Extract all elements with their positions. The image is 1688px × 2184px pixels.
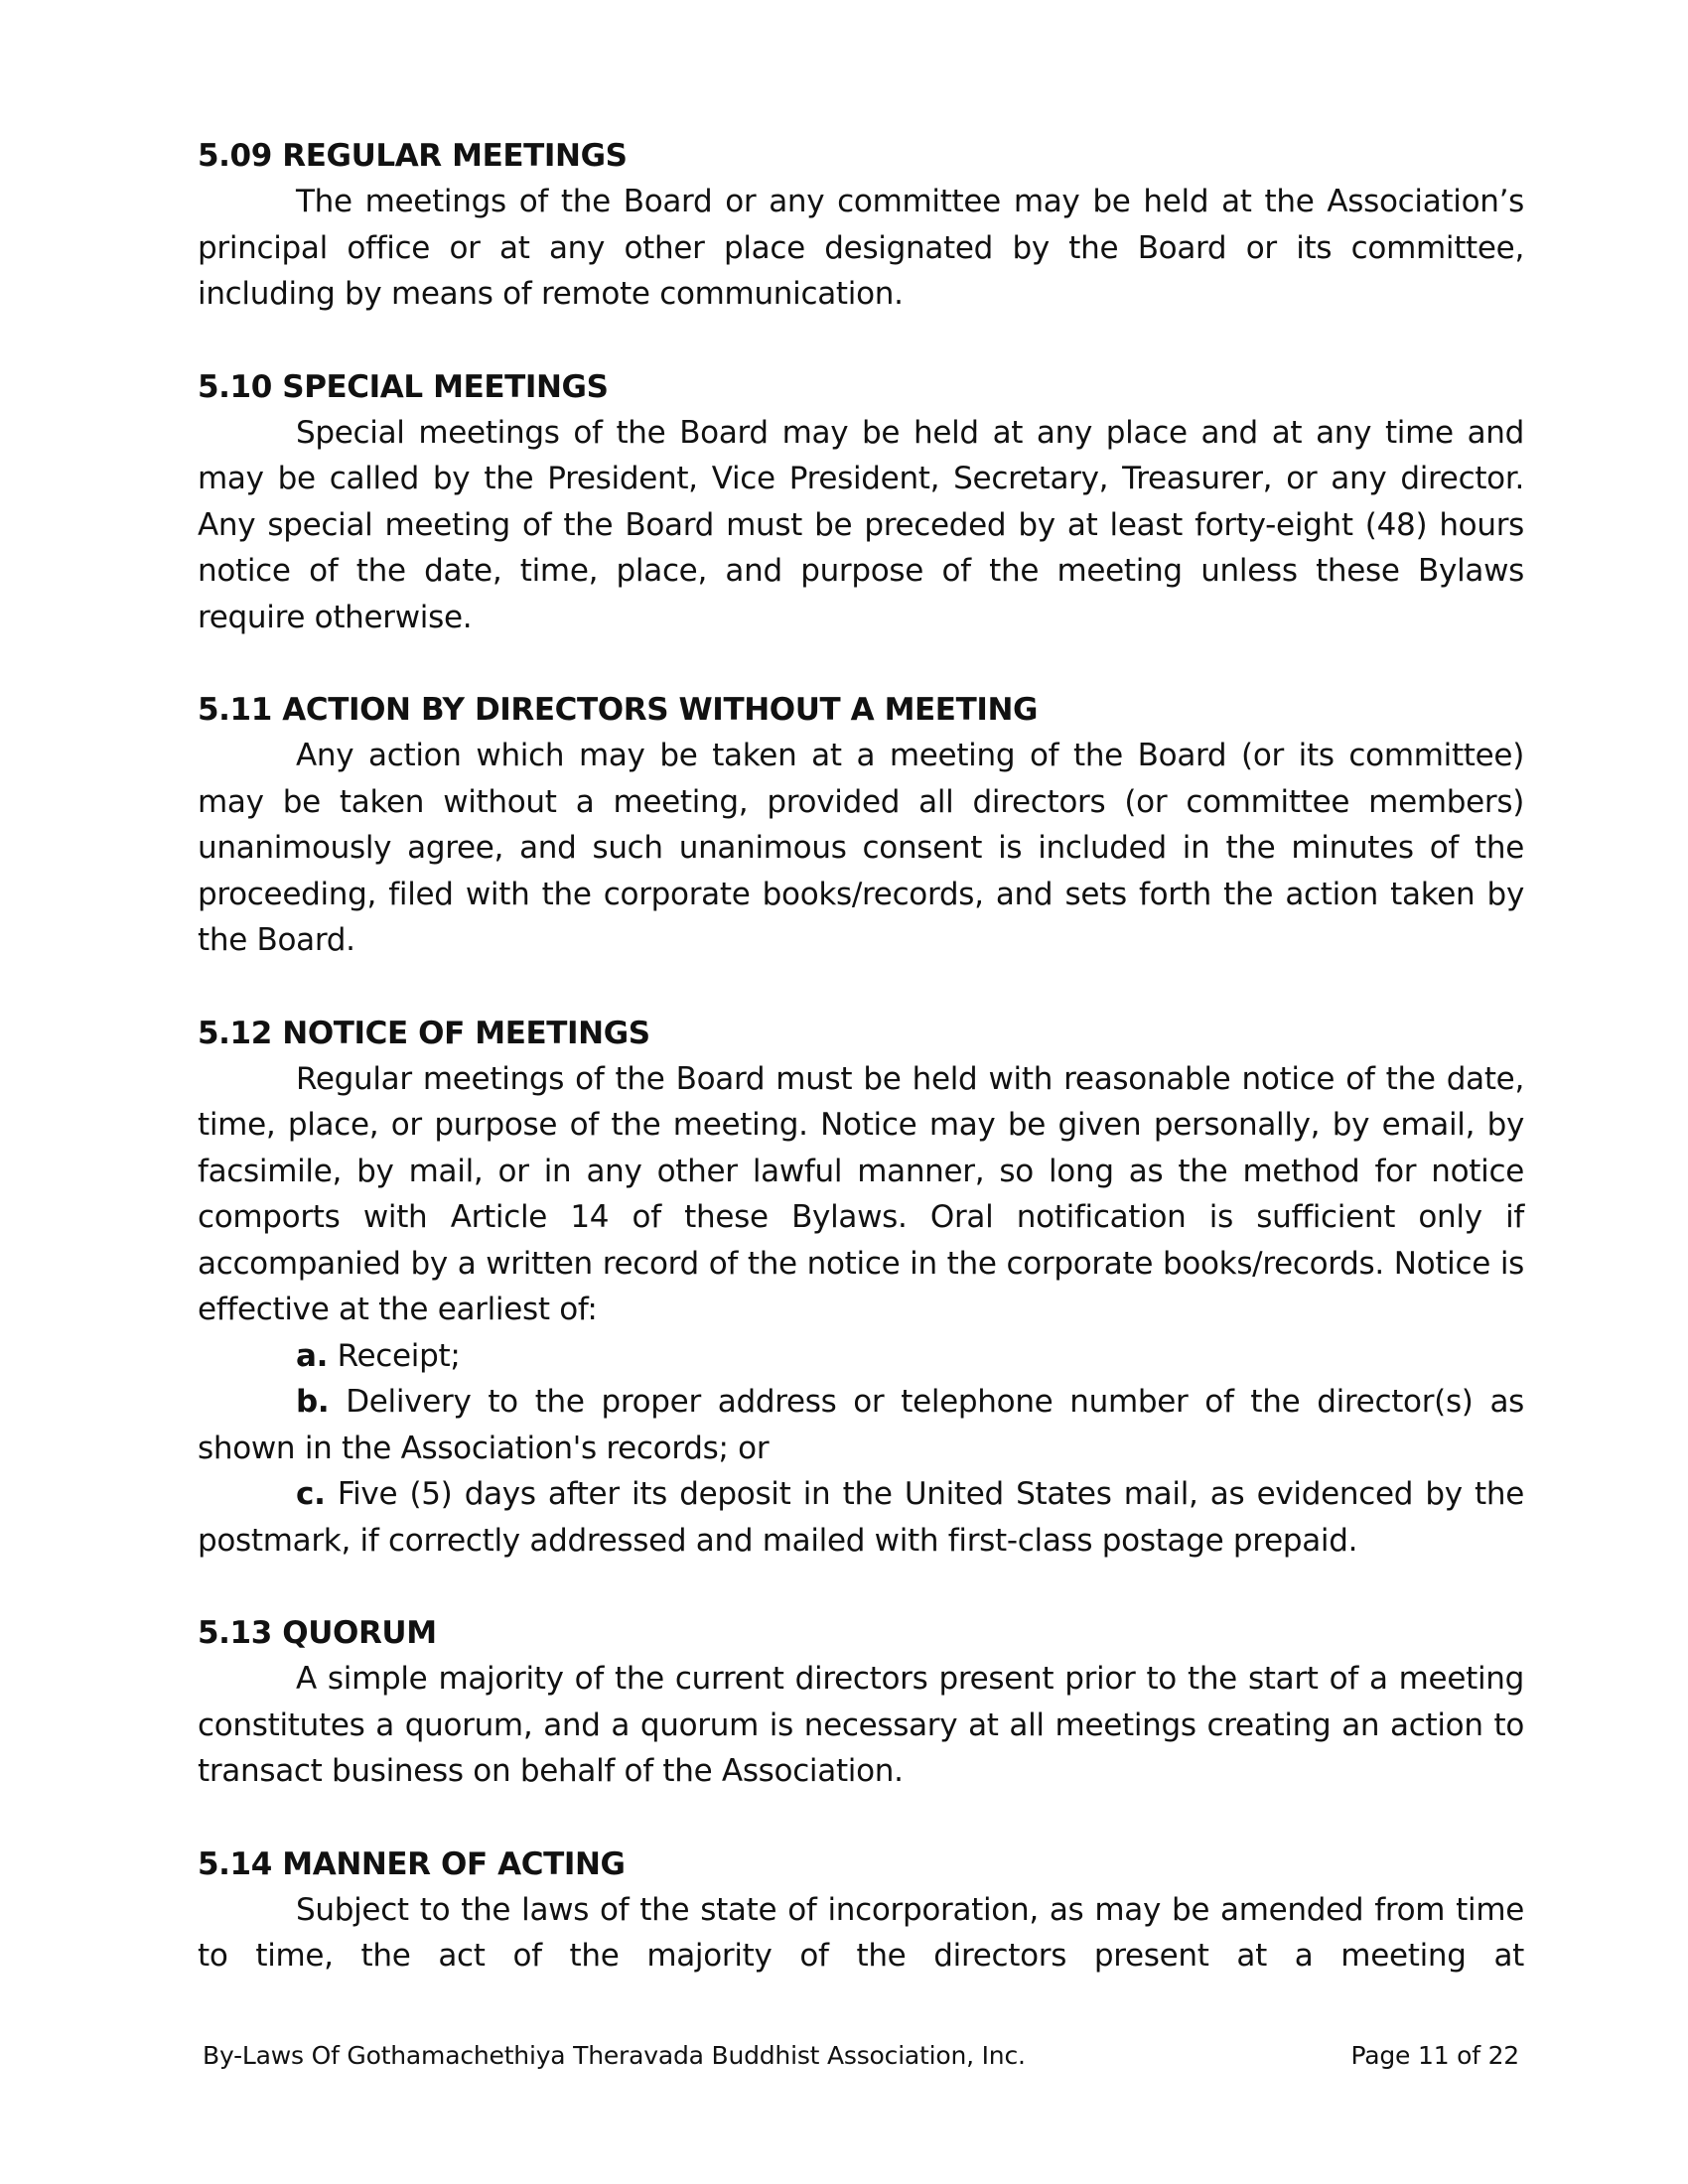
section-heading: 5.10 SPECIAL MEETINGS [198,368,609,405]
section-paragraph: A simple majority of the current directors present prior to the start of a meeting constitutes a quorum, and a quorum is necessary at all meetings creating an action to transact business on behalf of the Association. [198,1661,1524,1789]
section-regular-meetings [198,133,1524,318]
section-paragraph: Any action which may be taken at a meeting of the Board (or its committee) may be taken without a meeting, provided all directors (or committee members) unanimously agree, and such unanimous consent is included in the minutes of the proceeding, filed with the corporate books/records, and sets forth the action taken by the Board. [198,738,1524,958]
section-notice-of-meetings [198,1011,1524,1565]
list-item-label: b. [296,1384,330,1420]
section-heading: 5.12 NOTICE OF MEETINGS [198,1015,650,1051]
list-item-text: Receipt; [337,1337,461,1374]
list-item [198,1379,1524,1471]
page-content [198,133,1524,2026]
section-heading: 5.09 REGULAR MEETINGS [198,138,628,174]
section-heading: 5.14 MANNER OF ACTING [198,1845,626,1882]
list-item [198,1333,1524,1380]
section-paragraph: Special meetings of the Board may be held at any place and at any time and may be called by the President, Vice President, Secretary, Treasurer, or any director. Any special meeting of the Board must be preceded by at least forty-eight (48) hours notice of the date, time, place, and purpose of the meeting unless these Bylaws require otherwise. [198,414,1524,635]
section-action-without-meeting [198,687,1524,964]
section-paragraph: Subject to the laws of the state of incorporation, as may be amended from time to time, the act of the majority of the directors present at a meeting at [198,1891,1524,1974]
list-item [198,1471,1524,1564]
section-special-meetings [198,364,1524,641]
list-item-text: Five (5) days after its deposit in the United States mail, as evidenced by the postmark, if correctly addressed and mailed with first-class postage prepaid. [198,1476,1524,1559]
section-paragraph: The meetings of the Board or any committee may be held at the Association’s principal office or at any other place designated by the Board or its committee, including by means of remote communication. [198,184,1524,312]
section-quorum [198,1610,1524,1795]
list-item-label: c. [296,1476,326,1512]
section-paragraph: Regular meetings of the Board must be held with reasonable notice of the date, time, place, or purpose of the meeting. Notice may be given personally, by email, by facsimile, by mail, or in any other lawful manner, so long as the method for notice comports with Article 14 of these Bylaws. Oral notification is sufficient only if accompanied by a written record of the notice in the corporate books/records. Notice is effective at the earliest of: [198,1060,1524,1327]
list-item-text: Delivery to the proper address or telephone number of the director(s) as shown in the Association's records; or [198,1384,1524,1466]
section-heading: 5.11 ACTION BY DIRECTORS WITHOUT A MEETING [198,692,1039,728]
footer-page-number: Page 11 of 22 [1350,2041,1519,2070]
section-heading: 5.13 QUORUM [198,1615,437,1651]
list-item-label: a. [296,1337,329,1374]
footer-document-title: By-Laws Of Gothamachethiya Theravada Buddhist Association, Inc. [203,2041,1026,2070]
section-manner-of-acting [198,1842,1524,1979]
